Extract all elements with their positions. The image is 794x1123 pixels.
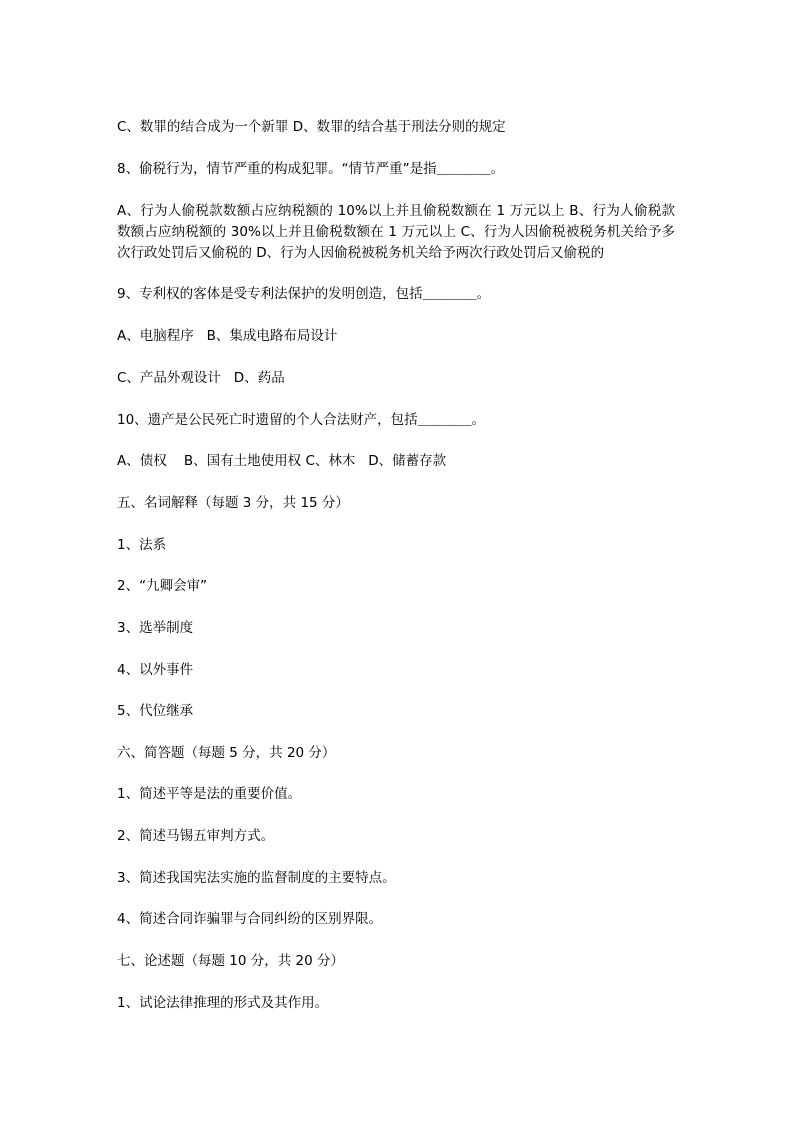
short-answer-1: 1、简述平等是法的重要价值。 — [117, 786, 302, 802]
question-10-options: A、债权 B、国有土地使用权 C、林木 D、储蓄存款 — [117, 453, 447, 469]
option-line-cd: C、数罪的结合成为一个新罪 D、数罪的结合基于刑法分则的规定 — [117, 119, 506, 135]
question-10: 10、遗产是公民死亡时遗留的个人合法财产，包括＿＿＿＿。 — [117, 412, 486, 428]
question-8: 8、偷税行为，情节严重的构成犯罪。“情节严重”是指＿＿＿＿。 — [117, 161, 505, 177]
question-8-options: A、行为人偷税款数额占应纳税额的 10%以上并且偷税数额在 1 万元以上 B、行为人偷税款数额占应纳税额的 30%以上并且偷税数额在 1 万元以上 C、行为人因偷税被税务机关给予多次行政处罚后又偷税的 D、行为人因偷税被税务机关给予两次行政处罚后又偷税的 — [117, 203, 675, 261]
section-6-heading: 六、简答题（每题 5 分，共 20 分） — [117, 745, 336, 761]
question-9-options-cd: C、产品外观设计 D、药品 — [117, 370, 285, 386]
section-7-heading: 七、论述题（每题 10 分，共 20 分） — [117, 953, 345, 969]
term-5: 5、代位继承 — [117, 703, 194, 719]
short-answer-4: 4、简述合同诈骗罪与合同纠纷的区别界限。 — [117, 911, 383, 927]
term-4: 4、以外事件 — [117, 662, 194, 678]
essay-1: 1、试论法律推理的形式及其作用。 — [117, 995, 329, 1011]
short-answer-3: 3、简述我国宪法实施的监督制度的主要特点。 — [117, 870, 396, 886]
term-1: 1、法系 — [117, 537, 167, 553]
question-9-options-ab: A、电脑程序 B、集成电路布局设计 — [117, 328, 338, 344]
short-answer-2: 2、简述马锡五审判方式。 — [117, 828, 275, 844]
term-2: 2、“九卿会审” — [117, 578, 208, 594]
section-5-heading: 五、名词解释（每题 3 分，共 15 分） — [117, 495, 349, 511]
question-9: 9、专利权的客体是受专利法保护的发明创造，包括＿＿＿＿。 — [117, 286, 491, 302]
term-3: 3、选举制度 — [117, 620, 194, 636]
